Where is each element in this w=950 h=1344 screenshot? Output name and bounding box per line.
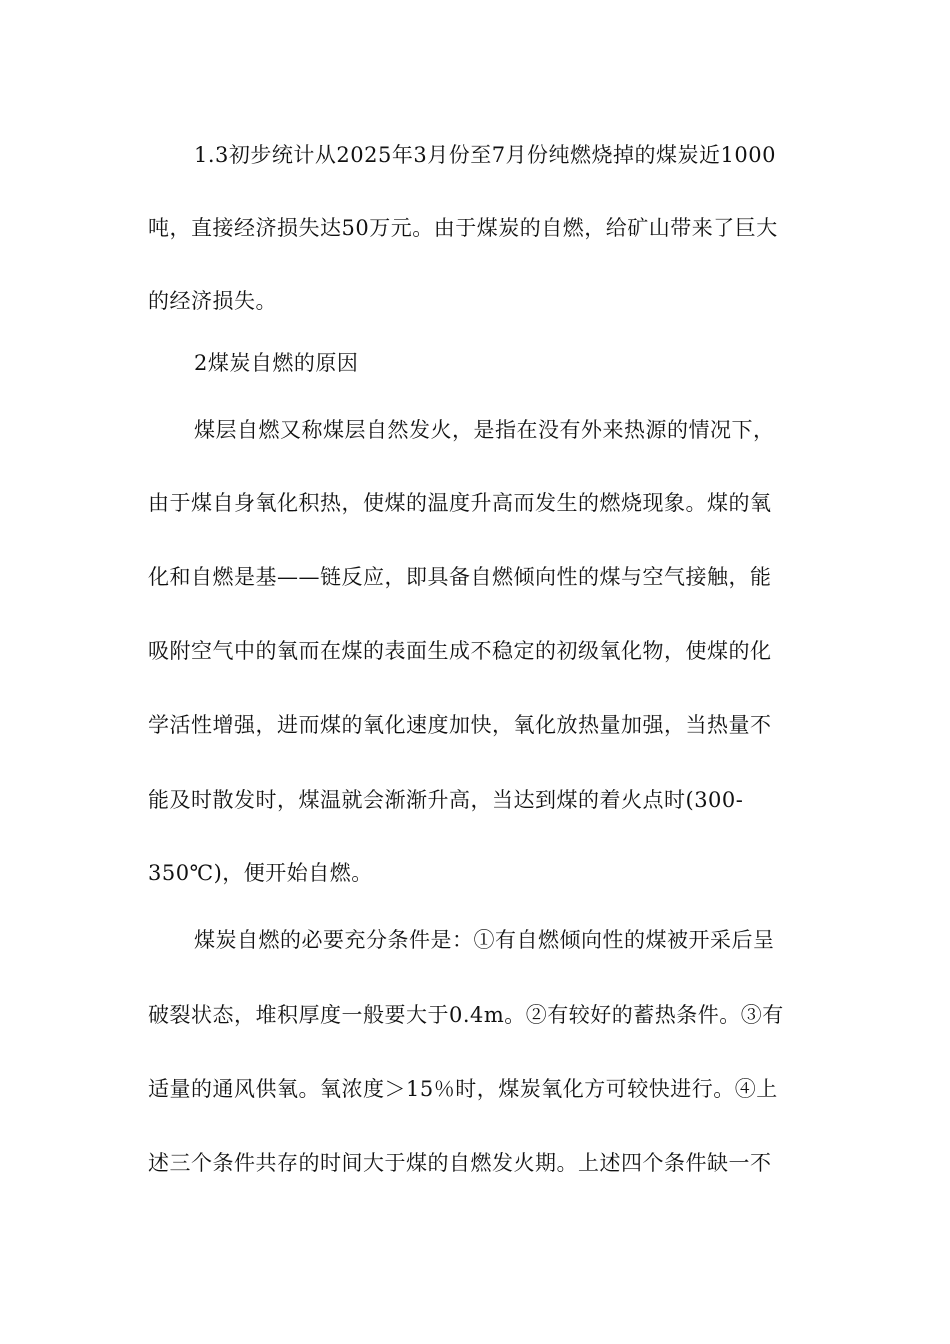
- paragraph-2-line-2: 由于煤自身氧化积热，使煤的温度升高而发生的燃烧现象。煤的氧: [148, 491, 772, 515]
- paragraph-1-line-1: 1.3初步统计从2025年3月份至7月份纯燃烧掉的煤炭近1000: [194, 143, 777, 167]
- paragraph-3-line-1: 煤炭自燃的必要充分条件是：①有自燃倾向性的煤被开采后呈: [194, 928, 775, 952]
- paragraph-2-line-4: 吸附空气中的氧而在煤的表面生成不稳定的初级氧化物，使煤的化: [148, 639, 772, 663]
- paragraph-1-line-2: 吨，直接经济损失达50万元。由于煤炭的自燃，给矿山带来了巨大: [148, 216, 778, 240]
- section-heading: 2煤炭自燃的原因: [194, 351, 359, 375]
- paragraph-2-line-7: 350℃)，便开始自燃。: [148, 861, 373, 885]
- paragraph-3-line-4: 述三个条件共存的时间大于煤的自燃发火期。上述四个条件缺一不: [148, 1151, 772, 1175]
- paragraph-2-line-5: 学活性增强，进而煤的氧化速度加快，氧化放热量加强，当热量不: [148, 713, 772, 737]
- paragraph-1-line-3: 的经济损失。: [148, 289, 277, 313]
- paragraph-3-line-2: 破裂状态，堆积厚度一般要大于0.4m。②有较好的蓄热条件。③有: [148, 1003, 784, 1027]
- paragraph-3-line-3: 适量的通风供氧。氧浓度＞15％时，煤炭氧化方可较快进行。④上: [148, 1077, 778, 1101]
- paragraph-2-line-6: 能及时散发时，煤温就会渐渐升高，当达到煤的着火点时(300-: [148, 788, 744, 812]
- paragraph-2-line-3: 化和自燃是基——链反应，即具备自燃倾向性的煤与空气接触，能: [148, 565, 772, 589]
- paragraph-2-line-1: 煤层自燃又称煤层自然发火，是指在没有外来热源的情况下，: [194, 418, 775, 442]
